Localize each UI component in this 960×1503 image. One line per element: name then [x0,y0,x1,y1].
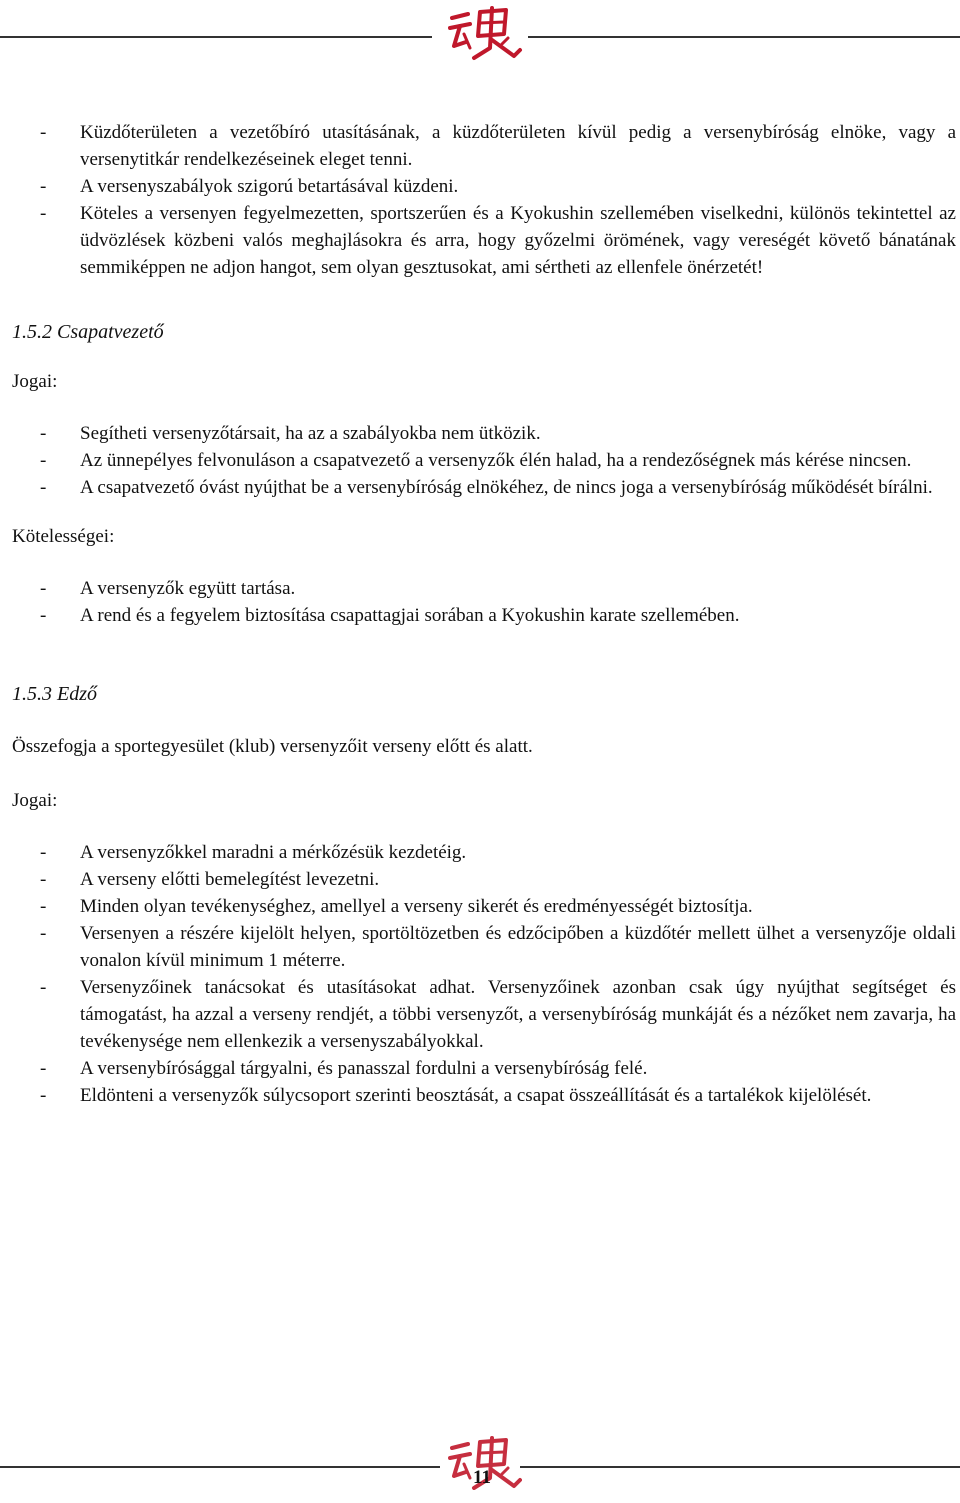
list-item: - A versenyzők együtt tartása. [40,578,296,599]
list-item: - Köteles a versenyen fegyelmezetten, sportszerűen és a Kyokushin szellemében viselkedni, különös tekintettel az üdvözlések közbeni valós meghajlásokra és arra, hogy győzelmi örömének, vagy vereségét követő bánatának semmiképpen ne adjon hangot, sem olyan gesztusokat, ami sértheti az ellenfele önérzetét! [40,203,956,278]
list-item: - A versenyzőkkel maradni a mérkőzésük kezdetéig. [40,842,467,863]
list-item: - Versenyzőinek tanácsokat és utasításokat adhat. Versenyzőinek azonban csak úgy nyújthat segítséget és támogatást, ha azzal a verseny rendjét, a többi versenyzőt, a versenybíróság munkáját és a nézőket nem zavarja, ha tevékenysége nem ellenkezik a versenyszabályokkal. [40,977,956,1052]
page-content [12,119,956,1109]
rights-label: Jogai: [12,371,58,392]
list-item: - Az ünnepélyes felvonuláson a csapatvezető a versenyzők élén halad, ha a rendezőségnek más kérése nincsen. [40,450,912,471]
header-rule-left [0,36,432,38]
footer-rule-left [0,1466,440,1468]
team-leader-duties-list [12,575,956,629]
list-item: - Segítheti versenyzőtársait, ha az a szabályokba nem ütközik. [40,423,541,444]
list-item: - Küzdőterületen a vezetőbíró utasításának, a küzdőterületen kívül pedig a versenybíróság elnöke, vagy a versenytitkár rendelkezéseinek eleget tenni. [40,122,956,170]
list-item: - Minden olyan tevékenységhez, amellyel a verseny sikerét és eredményességét biztosítja. [40,896,753,917]
list-item: - A verseny előtti bemelegítést levezetni. [40,869,380,890]
footer-rule-right [520,1466,960,1468]
list-item: - A versenybírósággal tárgyalni, és panasszal fordulni a versenybíróság felé. [40,1058,648,1079]
rights-label: Jogai: [12,790,58,811]
list-item: - A csapatvezető óvást nyújthat be a versenybíróság elnökéhez, de nincs joga a versenybíróság működését bírálni. [40,477,933,498]
duties-label: Kötelességei: [12,526,115,547]
coach-rights-list [12,839,956,1109]
kanji-logo-icon [444,4,524,64]
list-item: - A rend és a fegyelem biztosítása csapattagjai sorában a Kyokushin karate szellemében. [40,605,740,626]
team-leader-rights-list [12,420,956,501]
page-number: 11 [473,1467,491,1488]
section-title-152: 1.5.2 Csapatvezető [12,321,164,343]
list-item: - Versenyen a részére kijelölt helyen, sportöltözetben és edzőcipőben a küzdőtér mellett ülhet a versenyzője oldali vonalon kívül minimum 1 méterre. [40,923,956,971]
section-title-153: 1.5.3 Edző [12,683,97,705]
intro-list [12,119,956,281]
coach-intro: Összefogja a sportegyesület (klub) versenyzőit verseny előtt és alatt. [12,736,533,757]
header-rule-right [528,36,960,38]
list-item: - A versenyszabályok szigorú betartásával küzdeni. [40,176,459,197]
list-item: - Eldönteni a versenyzők súlycsoport szerinti beosztását, a csapat összeállítását és a tartalékok kijelölését. [40,1085,872,1106]
